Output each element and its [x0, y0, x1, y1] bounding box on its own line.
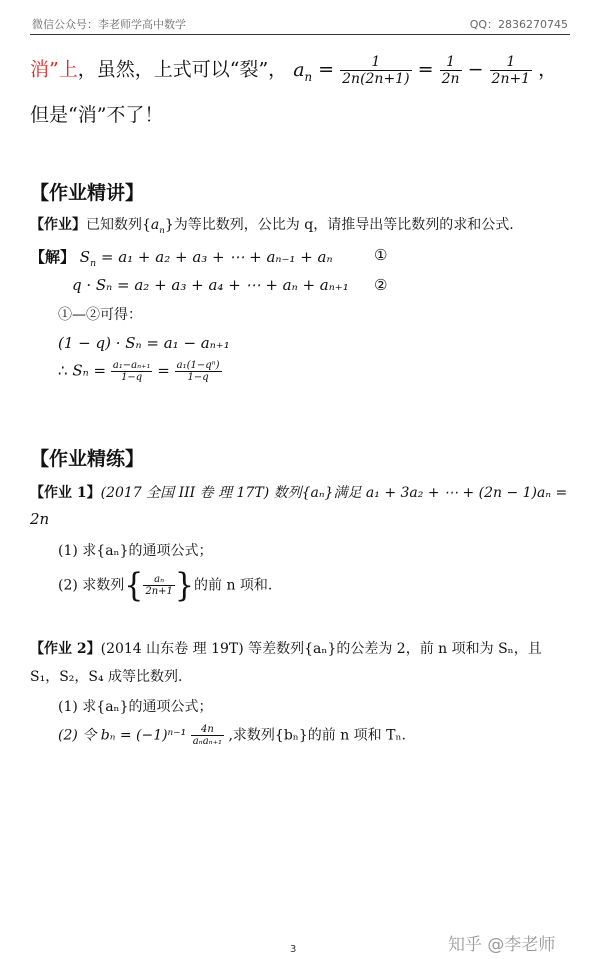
page-header: [30, 12, 570, 35]
intro-comma: ，: [538, 58, 558, 81]
eq-2: q · Sₙ = a₂ + a₃ + a₄ + ⋯ + aₙ + aₙ₊₁: [72, 276, 349, 294]
intro-frac-1: $\frac{1}{2n(2n+1)}$: [342, 54, 410, 87]
intro-frac-3: $\frac{1}{2n+1}$: [491, 54, 531, 87]
intro-text: ，虽然，上式可以“裂”，: [77, 58, 288, 81]
problem-1-q1: (1) 求{aₙ}的通项公式；: [58, 543, 213, 559]
problem-2-line: 【作业 2】(2014 山东卷 理 19T) 等差数列{aₙ}的公差为 2，前 n 项和为 Sₙ，且: [30, 641, 542, 657]
header-qq: QQ：2836270745: [469, 18, 568, 31]
section-title-lecture: 【作业精讲】: [30, 182, 145, 204]
intro-line-2: 但是“消”不了！: [30, 104, 164, 126]
header-account: 微信公众号：李老师学高中数学: [32, 18, 186, 31]
intro-frac-2: $\frac{1}{2n}$: [441, 54, 460, 87]
problem-2-q1: (1) 求{aₙ}的通项公式；: [58, 699, 213, 715]
intro-eq: =: [318, 58, 335, 81]
intro-eq-2: =: [417, 58, 434, 81]
eq-1: 【解】 $S_n = a_1 + a_2 + a_3$ + ⋯ + aₙ₋₁ + aₙ: [30, 248, 333, 269]
intro-an: $a_n$: [293, 58, 313, 84]
eq-4: ∴ Sₙ = $\frac{\text{a₁−aₙ₊₁}}{1-q}$ = $\frac{\text{a₁(1−qⁿ)}}{1-q}$: [58, 360, 220, 383]
intro-red-word: 消: [30, 58, 50, 81]
page-number: 3: [290, 944, 297, 955]
problem-2-q2: (2) 令 bₙ = (−1)ⁿ⁻¹ $\frac{4n}{\text{aₙaₙ₊₁}}$ ,求数列{bₙ}的前 n 项和 Tₙ.: [58, 724, 406, 747]
intro-line-1: [30, 54, 557, 87]
eq-1-mark: ①: [374, 246, 388, 264]
task-line: 【作业】已知数列$\{a_n\}$为等比数列，公比为 q，请推导出等比数列的求和公式.: [30, 217, 514, 236]
intro-minus: −: [467, 58, 484, 81]
subtract-note: ①—②可得：: [58, 307, 142, 323]
section-title-practice: 【作业精练】: [30, 448, 145, 470]
problem-1-line: 【作业 1】(2017 全国 III 卷 理 17T) 数列{aₙ}满足 a₁ + 3a₂ + ⋯ + (2n − 1)aₙ =: [30, 485, 568, 501]
problem-1-q2: (2) 求数列{ $\frac{\text{aₙ}}{2n+1}$ }的前 n 项和.: [58, 566, 273, 605]
problem-1-cont: 2n: [30, 510, 50, 528]
intro-red-after: ”上: [49, 58, 78, 81]
eq-3: (1 − q) · Sₙ = a₁ − aₙ₊₁: [58, 334, 230, 352]
problem-2-cont: S₁，S₂，S₄ 成等比数列.: [30, 669, 183, 685]
zhihu-watermark: 知乎 @李老师: [448, 935, 556, 955]
eq-2-mark: ②: [374, 276, 388, 294]
